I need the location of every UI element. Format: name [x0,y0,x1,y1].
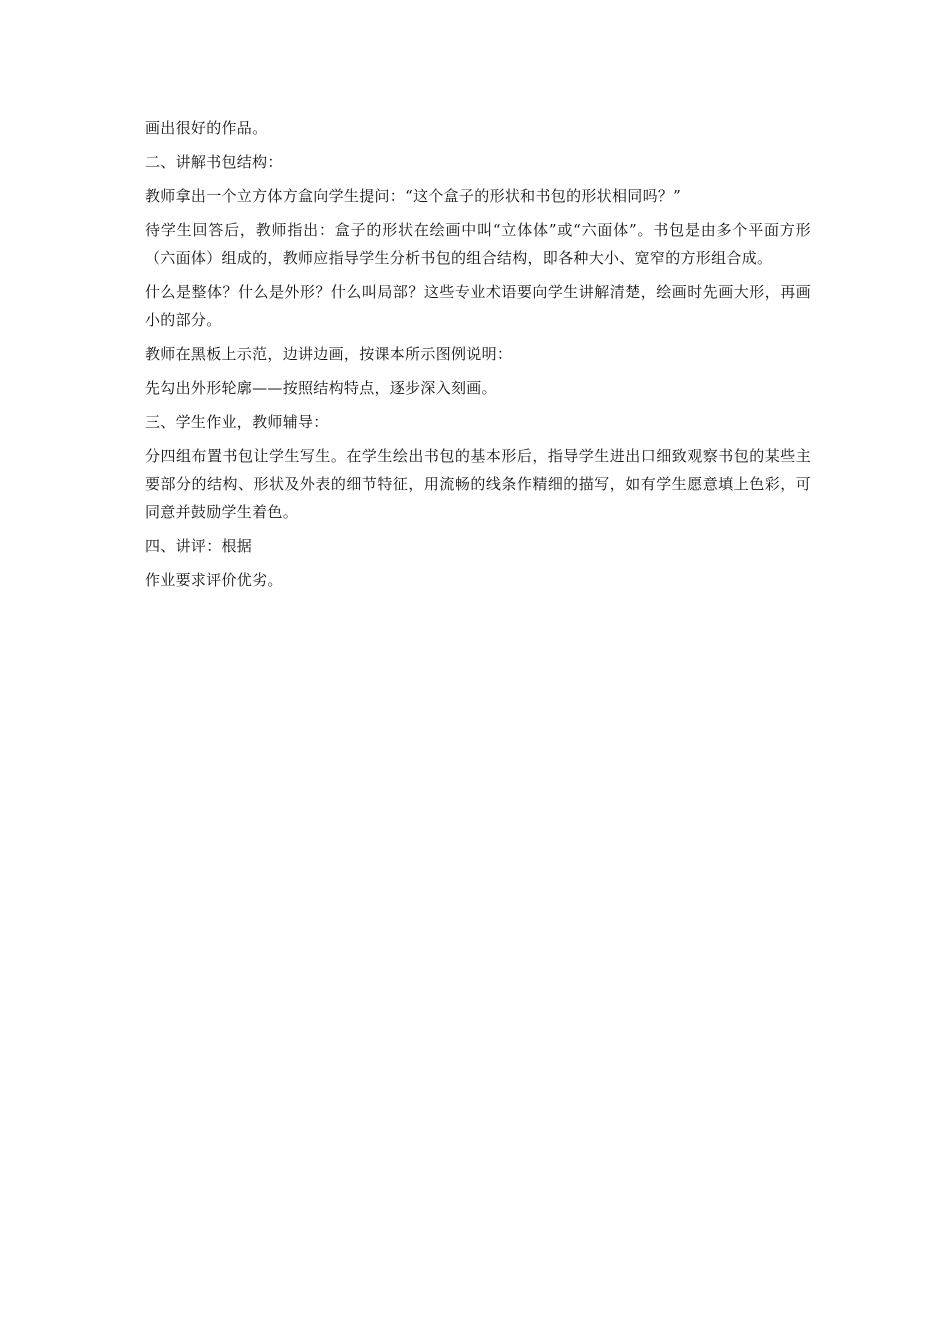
paragraph-demonstration: 教师在黑板上示范，边讲边画，按课本所示图例说明： [145,345,513,363]
paragraph-student-work: 分四组布置书包让学生写生。在学生绘出书包的基本形后，指导学生进出口细致观察书包的某些主要部分的结构、形状及外表的细节特征，用流畅的线条作精细的描写，如有学生愿意填上色彩，可同意并鼓励学生着色。 [145,447,811,521]
paragraph-evaluation: 作业要求评价优劣。 [145,571,283,589]
paragraph-intro-end: 画出很好的作品。 [145,119,268,137]
paragraph-teacher-question: 教师拿出一个立方体方盒向学生提问：“这个盒子的形状和书包的形状相同吗？” [145,187,682,205]
paragraph-terms: 什么是整体？什么是外形？什么叫局部？这些专业术语要向学生讲解清楚，绘画时先画大形，再画小的部分。 [145,283,811,329]
section-heading-4: 四、讲评：根据 [145,537,253,555]
document-body [145,114,811,600]
paragraph-structure-explanation: 待学生回答后，教师指出：盒子的形状在绘画中叫“立体体”或“六面体”。书包是由多个平面方形（六面体）组成的，教师应指导学生分析书包的组合结构，即各种大小、宽窄的方形组合成。 [145,221,811,267]
section-heading-3: 三、学生作业，教师辅导： [145,413,329,431]
section-heading-2: 二、讲解书包结构： [145,153,283,171]
paragraph-outline-steps: 先勾出外形轮廓——按照结构特点，逐步深入刻画。 [145,379,497,397]
